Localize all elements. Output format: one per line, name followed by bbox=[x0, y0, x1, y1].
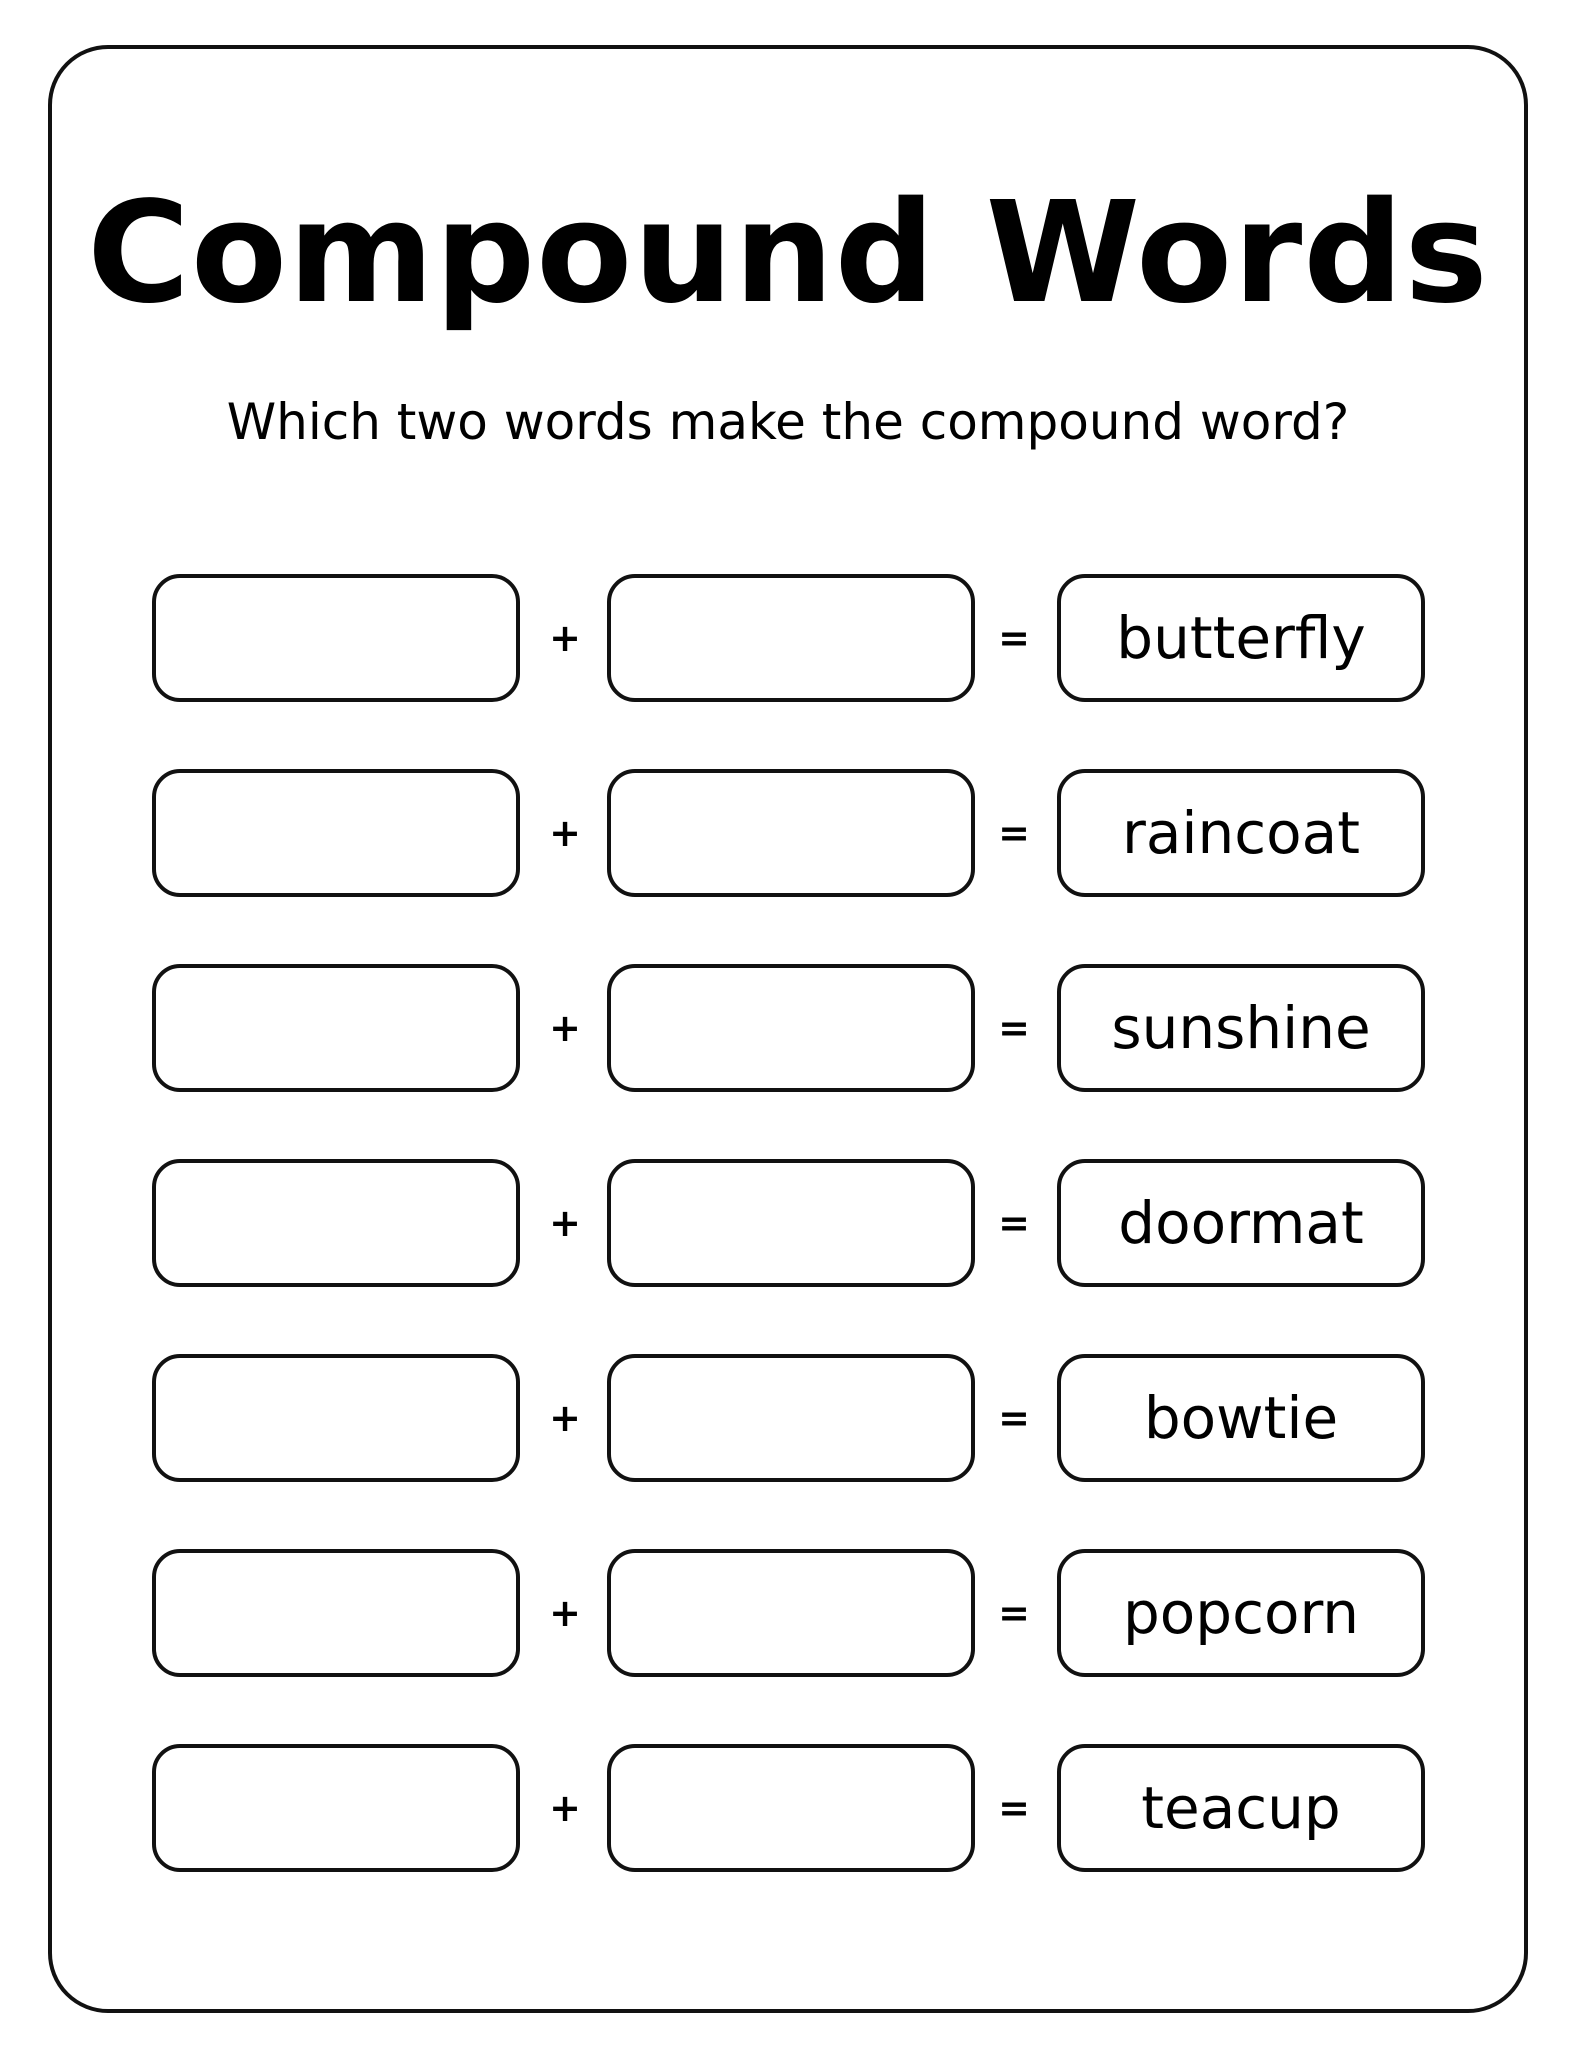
first-word-box[interactable] bbox=[152, 574, 520, 702]
compound-word-label: popcorn bbox=[1122, 1579, 1360, 1647]
plus-sign: + bbox=[549, 616, 581, 660]
second-word-box[interactable] bbox=[607, 964, 975, 1092]
equals-sign: = bbox=[998, 811, 1030, 855]
second-word-box[interactable] bbox=[607, 1744, 975, 1872]
exercise-row bbox=[152, 1159, 1482, 1293]
compound-word-box bbox=[1057, 964, 1425, 1092]
second-word-box[interactable] bbox=[607, 1354, 975, 1482]
compound-word-box bbox=[1057, 769, 1425, 897]
equals-sign: = bbox=[998, 1396, 1030, 1440]
exercise-row bbox=[152, 964, 1482, 1098]
plus-sign: + bbox=[549, 1006, 581, 1050]
compound-word-box bbox=[1057, 1159, 1425, 1287]
first-word-box[interactable] bbox=[152, 1354, 520, 1482]
worksheet-instruction: Which two words make the compound word? bbox=[226, 393, 1350, 451]
first-word-box[interactable] bbox=[152, 1549, 520, 1677]
exercise-row bbox=[152, 574, 1482, 708]
compound-word-box bbox=[1057, 1354, 1425, 1482]
first-word-box[interactable] bbox=[152, 1744, 520, 1872]
equals-sign: = bbox=[998, 1786, 1030, 1830]
worksheet-title: Compound Words bbox=[87, 172, 1489, 335]
plus-sign: + bbox=[549, 1591, 581, 1635]
exercise-row bbox=[152, 1549, 1482, 1683]
equals-sign: = bbox=[998, 1201, 1030, 1245]
compound-word-label: raincoat bbox=[1122, 799, 1360, 867]
second-word-box[interactable] bbox=[607, 574, 975, 702]
compound-word-box bbox=[1057, 574, 1425, 702]
equals-sign: = bbox=[998, 1591, 1030, 1635]
second-word-box[interactable] bbox=[607, 1549, 975, 1677]
compound-word-box bbox=[1057, 1744, 1425, 1872]
compound-word-label: sunshine bbox=[1111, 994, 1371, 1062]
equals-sign: = bbox=[998, 616, 1030, 660]
worksheet-card bbox=[48, 45, 1528, 2013]
exercise-row bbox=[152, 769, 1482, 903]
compound-word-label: bowtie bbox=[1143, 1384, 1339, 1452]
plus-sign: + bbox=[549, 1396, 581, 1440]
compound-word-label: butterfly bbox=[1116, 604, 1366, 672]
plus-sign: + bbox=[549, 1786, 581, 1830]
exercise-row bbox=[152, 1744, 1482, 1878]
plus-sign: + bbox=[549, 811, 581, 855]
first-word-box[interactable] bbox=[152, 1159, 520, 1287]
exercise-row bbox=[152, 1354, 1482, 1488]
second-word-box[interactable] bbox=[607, 1159, 975, 1287]
compound-word-label: teacup bbox=[1141, 1774, 1341, 1842]
first-word-box[interactable] bbox=[152, 769, 520, 897]
plus-sign: + bbox=[549, 1201, 581, 1245]
equals-sign: = bbox=[998, 1006, 1030, 1050]
first-word-box[interactable] bbox=[152, 964, 520, 1092]
compound-word-label: doormat bbox=[1118, 1189, 1364, 1257]
second-word-box[interactable] bbox=[607, 769, 975, 897]
compound-word-box bbox=[1057, 1549, 1425, 1677]
